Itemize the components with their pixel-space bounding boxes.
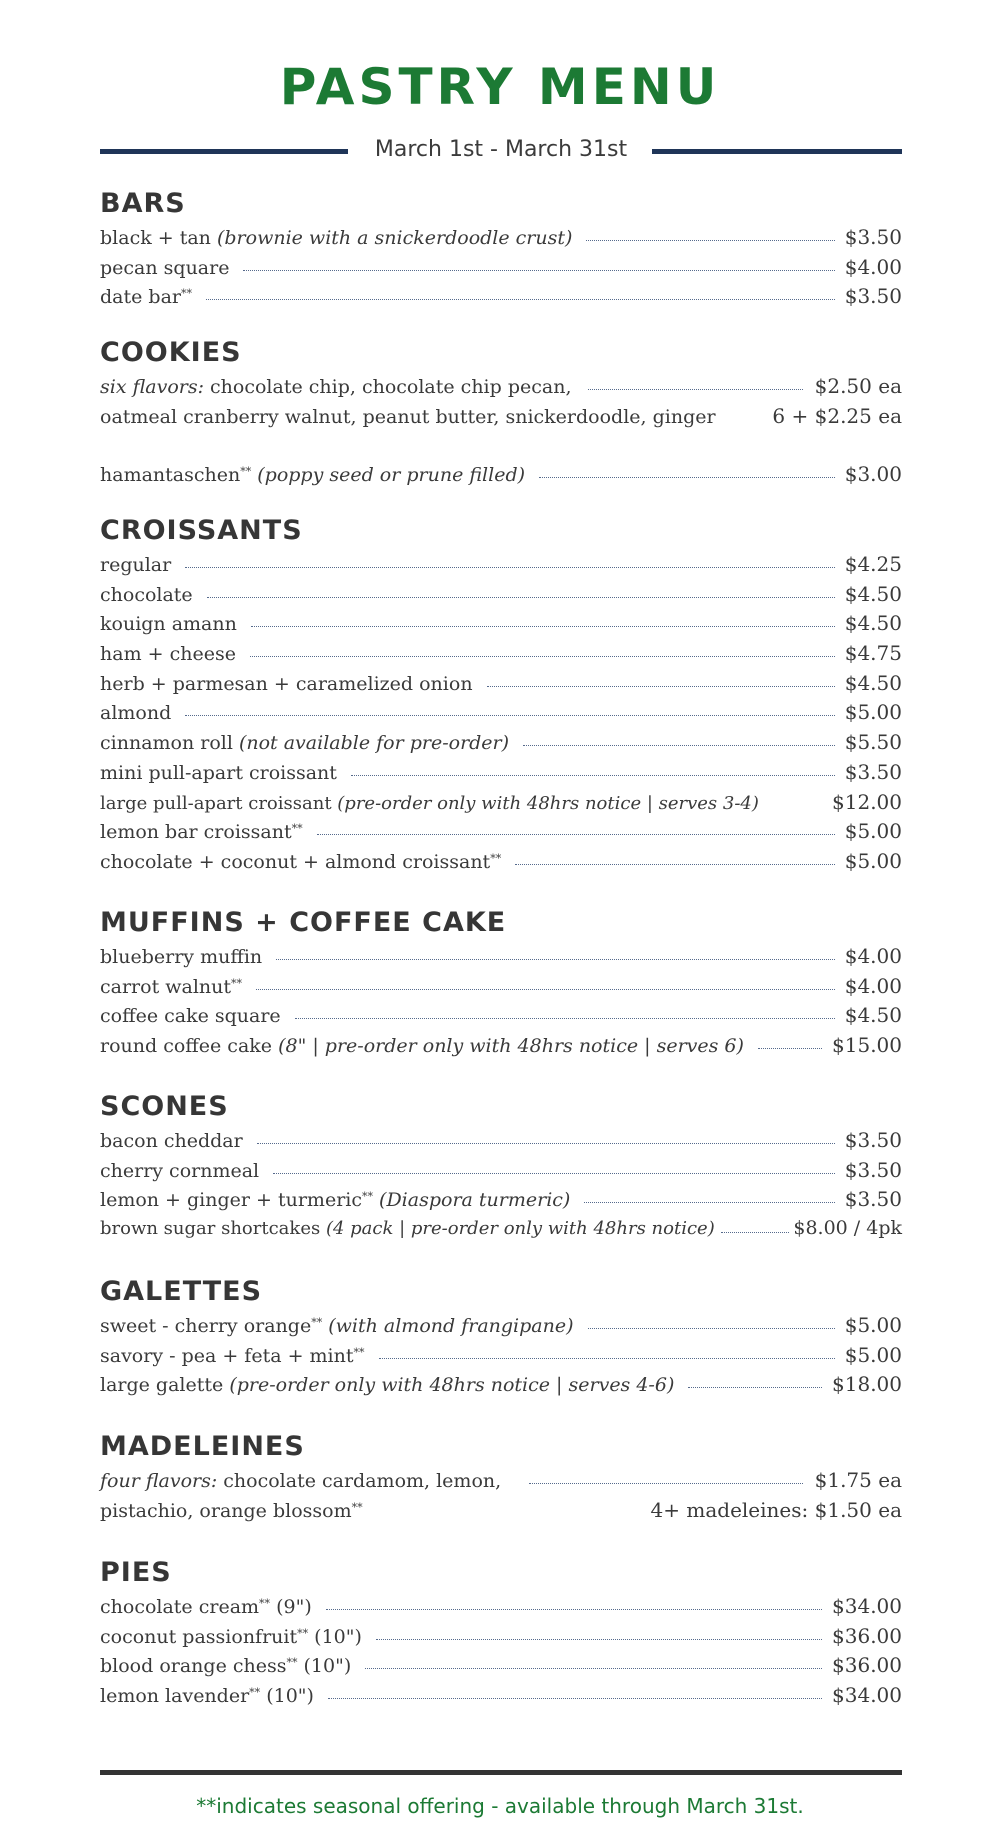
item-name: round coffee cake (8" | pre-order only with 48hrs notice | serves 6) [100, 1035, 744, 1058]
section-heading: GALETTES [100, 1276, 263, 1307]
dot-leader [588, 388, 803, 390]
dot-leader [273, 1172, 835, 1174]
menu-item [100, 849, 902, 879]
item-price: $3.00 [844, 462, 902, 486]
item-price: $4.00 [844, 973, 902, 998]
item-price: $4.50 [844, 581, 902, 606]
item-name: sweet - cherry orange** (with almond frangipane) [100, 1315, 574, 1337]
menu-item [100, 1313, 902, 1343]
section-pies [100, 1557, 902, 1713]
seasonal-footnote: **indicates seasonal offering - available through March 31st. [196, 1794, 804, 1818]
item-price: $36.00 [832, 1623, 902, 1648]
menu-item [100, 611, 902, 641]
dot-leader [529, 1482, 802, 1484]
item-price: $36.00 [832, 1653, 902, 1678]
flavors-text: six flavors: chocolate chip, chocolate chip pecan, [100, 376, 572, 398]
menu-item [100, 1624, 902, 1654]
section-madeleines [100, 1431, 902, 1528]
date-range: March 1st - March 31st [374, 137, 628, 162]
dot-leader [295, 1017, 835, 1019]
item-price: $5.00 [844, 819, 902, 844]
item-price: $18.00 [832, 1372, 902, 1397]
item-price: $12.00 [832, 789, 902, 814]
item-price: $5.00 [844, 1313, 902, 1337]
item-name: pecan square [100, 256, 230, 279]
menu-item [100, 255, 902, 285]
cookie-flavors [100, 374, 902, 434]
madeleine-flavors [100, 1468, 902, 1528]
dot-leader [365, 1667, 822, 1669]
menu-item [100, 1187, 902, 1217]
menu-item [100, 700, 902, 730]
menu-item [100, 582, 902, 612]
item-name: bacon cheddar [100, 1130, 243, 1152]
section-heading: SCONES [100, 1091, 229, 1122]
bulk-price: 4+ madeleines: $1.50 ea [650, 1498, 902, 1522]
item-name: brown sugar shortcakes (4 pack | pre-order only with 48hrs notice) [100, 1218, 715, 1240]
menu-item [100, 1594, 902, 1624]
bulk-price: 6 + $2.25 ea [772, 404, 902, 428]
item-price: $3.50 [844, 1157, 902, 1182]
section-croissants [100, 515, 902, 879]
item-price: $5.00 [844, 1342, 902, 1367]
dot-leader [276, 958, 835, 960]
item-name: chocolate [100, 583, 193, 606]
item-price: $4.00 [844, 944, 902, 968]
item-name: chocolate + coconut + almond croissant** [100, 850, 502, 873]
menu-item [100, 1158, 902, 1188]
dot-leader [257, 1142, 835, 1144]
page-title: PASTRY MENU [279, 58, 721, 116]
item-name: large pull-apart croissant (pre-order only with 48hrs notice | serves 3-4) [100, 792, 759, 814]
menu-item [100, 641, 902, 671]
section-heading: MADELEINES [100, 1431, 305, 1462]
section-cookies [100, 337, 902, 492]
menu-item [100, 1128, 902, 1158]
dot-leader [515, 863, 835, 865]
item-price: $5.50 [844, 730, 902, 755]
dot-leader [317, 833, 835, 835]
section-heading: BARS [100, 188, 186, 219]
dot-leader [250, 655, 835, 657]
section-bars [100, 188, 902, 314]
flavors-text: oatmeal cranberry walnut, peanut butter, snickerdoodle, ginger [100, 406, 716, 428]
menu-item [100, 1372, 902, 1402]
item-name: regular [100, 554, 172, 576]
dot-leader [207, 596, 835, 598]
dot-leader [351, 774, 835, 776]
item-name: herb + parmesan + caramelized onion [100, 672, 473, 695]
flavors-text: four flavors: chocolate cardamom, lemon, [100, 1470, 502, 1492]
date-banner [100, 137, 902, 165]
dot-leader [487, 685, 835, 687]
menu-item [100, 1003, 902, 1033]
dot-leader [539, 476, 835, 478]
item-price: $3.50 [844, 1187, 902, 1212]
item-name: date bar** [100, 286, 192, 309]
section-galettes [100, 1276, 902, 1402]
flavors-text: pistachio, orange blossom** [100, 1500, 363, 1522]
dot-leader [584, 1201, 834, 1203]
menu-item [100, 730, 902, 760]
item-name: lemon + ginger + turmeric** (Diaspora turmeric) [100, 1189, 571, 1212]
dot-leader [588, 1327, 835, 1329]
item-price: $3.50 [844, 284, 902, 309]
item-price: $8.00 / 4pk [793, 1217, 902, 1240]
section-scones [100, 1091, 902, 1247]
item-price: $1.75 ea [814, 1468, 902, 1492]
item-name: blueberry muffin [100, 946, 263, 968]
menu-item [100, 284, 902, 314]
item-price: $15.00 [832, 1033, 902, 1058]
menu-item [100, 944, 902, 974]
dot-leader [185, 714, 834, 716]
menu-item [100, 671, 902, 701]
section-muffins [100, 907, 902, 1063]
item-price: $4.50 [844, 1003, 902, 1028]
menu-item [100, 552, 902, 582]
dot-leader [185, 566, 835, 568]
item-price: $4.00 [844, 254, 902, 279]
item-price: $3.50 [844, 759, 902, 784]
item-name: black + tan (brownie with a snickerdoodle crust) [100, 227, 573, 249]
item-price: $4.25 [844, 552, 902, 576]
dot-leader [379, 1357, 835, 1359]
dot-leader [523, 744, 835, 746]
item-name: hamantaschen** (poppy seed or prune filled) [100, 464, 526, 486]
item-price: $34.00 [832, 1594, 902, 1618]
section-heading: MUFFINS + COFFEE CAKE [100, 907, 507, 938]
divider-right [652, 149, 902, 154]
item-price: $3.50 [844, 1128, 902, 1152]
dot-leader [765, 803, 828, 805]
menu-item [100, 225, 902, 255]
item-name: blood orange chess** (10") [100, 1655, 352, 1678]
item-name: carrot walnut** [100, 975, 243, 998]
dot-leader [586, 239, 834, 241]
menu-item [100, 462, 902, 492]
item-price: $4.50 [844, 670, 902, 695]
item-name: cinnamon roll (not available for pre-order) [100, 732, 510, 755]
menu-item [100, 1653, 902, 1683]
dot-leader [376, 1638, 822, 1640]
item-price: $2.50 ea [814, 374, 902, 398]
item-name: coconut passionfruit** (10") [100, 1625, 362, 1648]
item-name: almond [100, 702, 172, 725]
dot-leader [243, 269, 834, 271]
footer-divider [100, 1770, 902, 1775]
item-name: cherry cornmeal [100, 1159, 260, 1182]
menu-item [100, 819, 902, 849]
dot-leader [328, 1697, 822, 1699]
item-name: kouign amann [100, 613, 237, 636]
section-heading: PIES [100, 1557, 172, 1588]
dot-leader [758, 1047, 822, 1049]
menu-item [100, 974, 902, 1004]
dot-leader [251, 625, 835, 627]
item-name: ham + cheese [100, 643, 236, 666]
item-name: savory - pea + feta + mint** [100, 1344, 365, 1367]
item-price: $4.50 [844, 611, 902, 636]
dot-leader [688, 1386, 822, 1388]
item-name: coffee cake square [100, 1005, 281, 1028]
dot-leader [326, 1608, 822, 1610]
section-heading: CROISSANTS [100, 515, 303, 546]
menu-item [100, 760, 902, 790]
item-price: $4.75 [844, 641, 902, 666]
menu-item [100, 1033, 902, 1063]
item-name: large galette (pre-order only with 48hrs notice | serves 4-6) [100, 1374, 675, 1397]
dot-leader [206, 298, 835, 300]
item-name: lemon lavender** (10") [100, 1685, 314, 1708]
item-name: mini pull-apart croissant [100, 761, 337, 784]
item-price: $34.00 [832, 1683, 902, 1708]
dot-leader [721, 1231, 790, 1233]
menu-item [100, 1683, 902, 1713]
dot-leader [256, 988, 835, 990]
menu-item [100, 1343, 902, 1373]
section-heading: COOKIES [100, 337, 242, 368]
item-price: $5.00 [844, 848, 902, 873]
item-price: $5.00 [844, 700, 902, 725]
item-name: chocolate cream** (9") [100, 1596, 312, 1618]
item-price: $3.50 [844, 225, 902, 249]
item-name: lemon bar croissant** [100, 821, 303, 844]
menu-item [100, 790, 902, 820]
menu-item [100, 1217, 902, 1247]
